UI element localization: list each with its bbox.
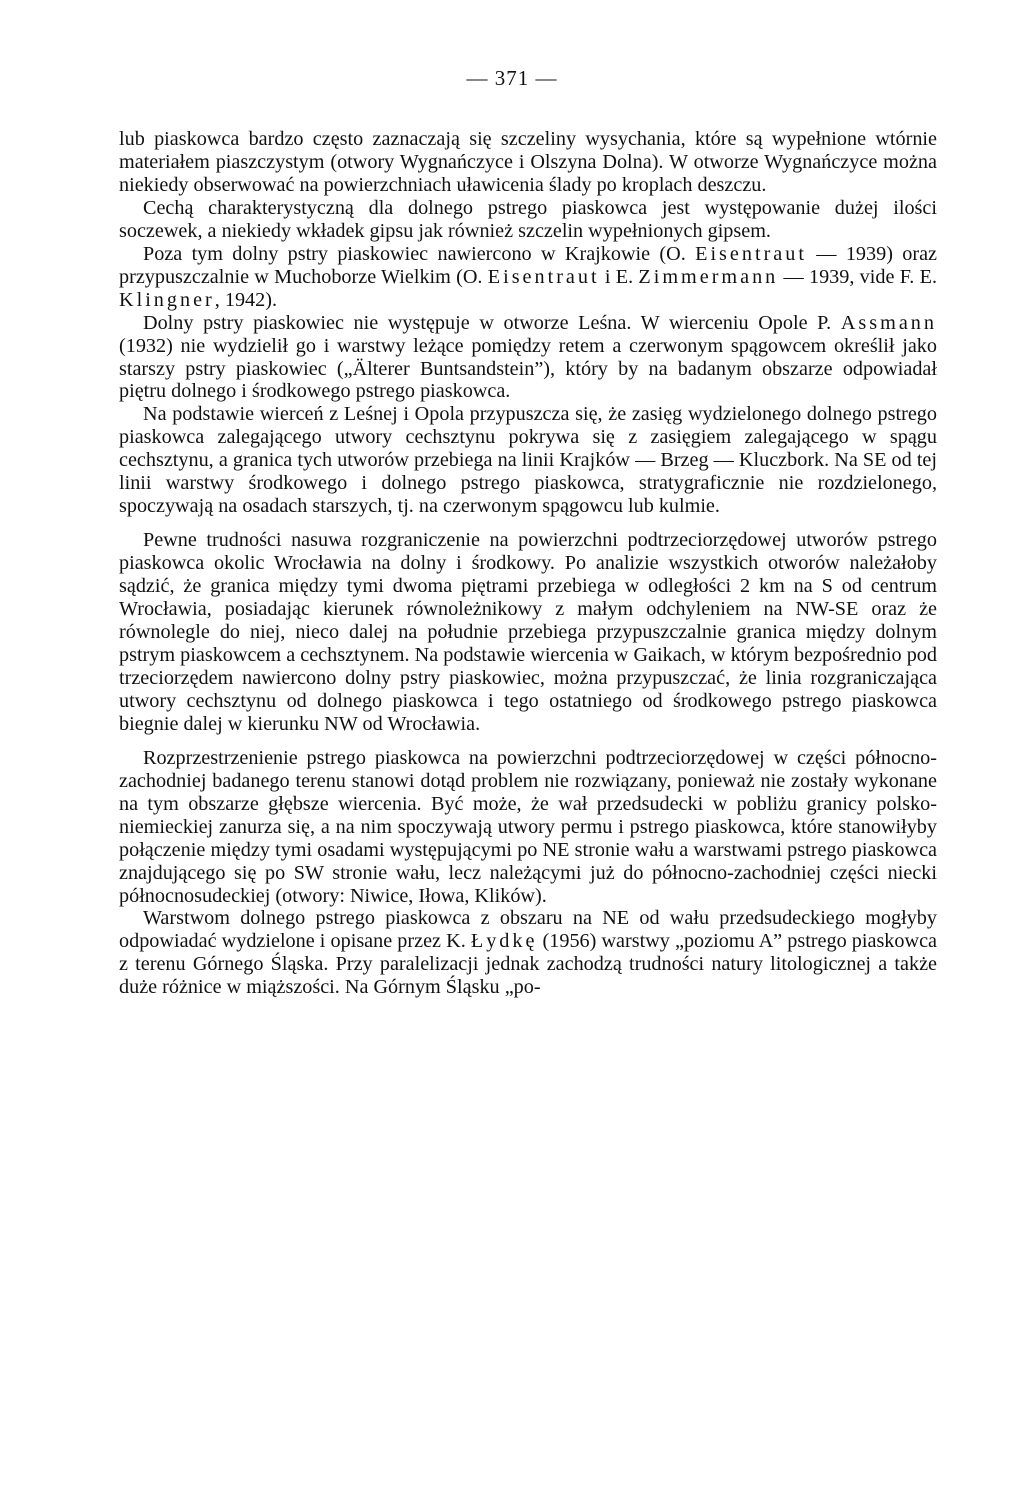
author-name: Łydkę — [470, 930, 538, 953]
paragraph-text: Poza tym dolny pstry piaskowiec nawiercono w Krajkowie (O. — [143, 242, 696, 265]
paragraph-text: Rozprzestrzenienie pstrego piaskowca na powierzchni podtrzeciorzędowej w części północno-zachodniej badanego terenu stanowi dotąd problem nie rozwiązany, ponieważ nie zostały wykonane na tym obszarze głębsze wiercenia. Być może, że wał przedsudecki w pobliżu granicy polsko-niemieckiej zanurza się, a na nim spoczywają utwory permu i pstrego piaskowca, które stanowiłyby połączenie między tymi osadami występującymi po NE stronie wału a warstwami pstrego piaskowca znajdującego się po SW stronie wału, lecz należącymi już do północno-zachodniej części niecki północnosudeckiej (otwory: Niwice, Iłowa, Klików). — [119, 746, 937, 907]
paragraph-text: Pewne trudności nasuwa rozgraniczenie na powierzchni podtrzeciorzędowej utworów pstrego piaskowca okolic Wrocławia na dolny i środkowy. Po analizie wszystkich otworów należałoby sądzić, że granica między tymi dwoma piętrami przebiega w odległości 2 km na S od centrum Wrocławia, posiadając kierunek równoleżnikowy z małym odchyleniem na NW-SE oraz że równolegle do niej, nieco dalej na południe przebiega przypuszczalnie granica między dolnym pstrym piaskowcem a cechsztynem. Na podstawie wiercenia w Gaikach, w którym bezpośrednio pod trzeciorzędem nawiercono dolny pstry piaskowiec, można przypuszczać, że linia rozgraniczająca utwory cechsztynu od dolnego piaskowca i tego ostatniego od środkowego pstrego piaskowca biegnie dalej w kierunku NW od Wrocławia. — [119, 529, 937, 735]
paragraph-text: Warstwom dolnego pstrego piaskowca z obszaru na NE od wału przedsudeckiego mogłyby odpowiadać wydzielone i opisane przez K. — [119, 907, 937, 953]
paragraph-gap — [119, 736, 937, 747]
paragraph — [119, 747, 937, 908]
paragraph-text: , 1942). — [214, 288, 278, 311]
paragraph-text: (1956) warstwy „poziomu A” pstrego piaskowca z terenu Górnego Śląska. Przy paralelizacji jednak zachodzą trudności natury litologicznej a także duże różnice w miąższości. Na Górnym Śląsku „po- — [119, 930, 937, 999]
paragraph-text: i E. — [599, 265, 639, 288]
paragraph-text: Cechą charakterystyczną dla dolnego pstrego piaskowca jest występowanie dużej ilości soczewek, a niekiedy wkładek gipsu jak również szczelin wypełnionych gipsem. — [119, 196, 937, 242]
author-name: Zimmermann — [638, 265, 779, 288]
page-number: — 371 — — [466, 66, 558, 90]
paragraph-text: — 1939, vide F. E. — [778, 265, 937, 288]
paragraph-text: lub piaskowca bardzo często zaznaczają się szczeliny wysychania, które są wypełnione wtórnie materiałem piaszczystym (otwory Wygnańczyce i Olszyna Dolna). W otworze Wygnańczyce można niekiedy obserwować na powierzchniach uławicenia ślady po kroplach deszczu. — [119, 128, 937, 196]
paragraph-text: Na podstawie wierceń z Leśnej i Opola przypuszcza się, że zasięg wydzielonego dolnego pstrego piaskowca zalegającego utwory cechsztynu pokrywa się z zasięgiem zalegającego w spągu cechsztynu, a granica tych utworów przebiega na linii Krajków — Brzeg — Kluczbork. Na SE od tej linii warstwy środkowego i dolnego pstrego piaskowca, stratygraficznie nie rozdzielonego, spoczywają na osadach starszych, tj. na czerwonym spągowcu lub kulmie. — [119, 403, 937, 518]
paragraph — [119, 529, 937, 736]
paragraph-text: — 1939) oraz przypuszczalnie w Muchoborze Wielkim (O. — [119, 242, 937, 288]
paragraph — [119, 128, 937, 197]
paragraph-text: Dolny pstry piaskowiec nie występuje w otworze Leśna. W wierceniu Opole P. — [143, 311, 841, 334]
paragraph — [119, 403, 937, 518]
paragraph — [119, 907, 937, 999]
author-name: Klingner — [119, 288, 215, 311]
body-text — [119, 128, 937, 999]
paragraph-gap — [119, 518, 937, 529]
paragraph — [119, 197, 937, 243]
author-name: Eisentraut — [695, 242, 807, 265]
paragraph — [119, 243, 937, 312]
author-name: Assmann — [840, 311, 937, 334]
author-name: Eisentraut — [487, 265, 600, 288]
paragraph-text: (1932) nie wydzielił go i warstwy leżące pomiędzy retem a czerwonym spągowcem określił jako starszy pstry piaskowiec („Älterer Buntsandstein”), który by na badanym obszarze odpowiadał piętru dolnego i środkowego pstrego piaskowca. — [119, 334, 937, 403]
paragraph — [119, 312, 937, 404]
